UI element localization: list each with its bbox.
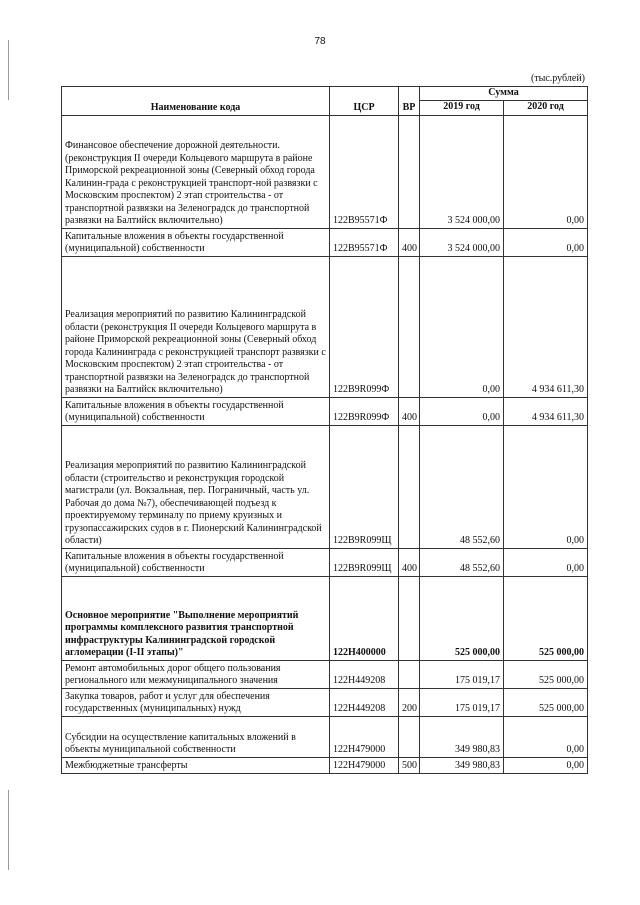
row-name: Капитальные вложения в объекты государственной (муниципальной) собственности — [62, 397, 330, 425]
row-vr — [399, 425, 420, 548]
row-sum-2020: 4 934 611,30 — [504, 397, 588, 425]
row-name: Межбюджетные трансферты — [62, 757, 330, 773]
row-sum-2020: 0,00 — [504, 548, 588, 576]
row-csr: 122H400000 — [330, 576, 399, 660]
header-sum: Сумма — [420, 87, 588, 101]
table-row — [62, 688, 588, 716]
row-sum-2020: 525 000,00 — [504, 660, 588, 688]
row-sum-2019: 0,00 — [420, 256, 504, 397]
table-row — [62, 256, 588, 397]
page-number: 78 — [314, 36, 326, 47]
row-sum-2019: 0,00 — [420, 397, 504, 425]
row-name: Субсидии на осуществление капитальных вложений в объекты муниципальной собственности — [62, 716, 330, 757]
budget-table — [61, 86, 588, 774]
row-csr: 122H449208 — [330, 688, 399, 716]
row-sum-2019: 48 552,60 — [420, 548, 504, 576]
row-vr: 200 — [399, 688, 420, 716]
row-csr: 122B95571Ф — [330, 228, 399, 256]
row-sum-2020: 0,00 — [504, 757, 588, 773]
row-csr: 122H479000 — [330, 716, 399, 757]
row-name: Капитальные вложения в объекты государственной (муниципальной) собственности — [62, 228, 330, 256]
header-name: Наименование кода — [62, 87, 330, 116]
row-sum-2019: 48 552,60 — [420, 425, 504, 548]
row-sum-2020: 525 000,00 — [504, 688, 588, 716]
row-sum-2020: 0,00 — [504, 115, 588, 228]
table-row — [62, 397, 588, 425]
row-csr: 122B9R099Ф — [330, 256, 399, 397]
table-row — [62, 660, 588, 688]
row-name: Закупка товаров, работ и услуг для обеспечения государственных (муниципальных) нужд — [62, 688, 330, 716]
table-row — [62, 757, 588, 773]
row-vr: 400 — [399, 228, 420, 256]
row-name: Основное мероприятие "Выполнение мероприятий программы комплексного развития транспортной инфраструктуры Калининградской городской агломерации (I-II этапы)" — [62, 576, 330, 660]
row-csr: 122B9R099Щ — [330, 548, 399, 576]
table-row — [62, 115, 588, 228]
row-sum-2019: 349 980,83 — [420, 757, 504, 773]
scan-edge-mark — [8, 790, 9, 870]
row-name: Финансовое обеспечение дорожной деятельности. (реконструкция II очереди Кольцевого маршрута в районе Приморской рекреационной зоны (Северный обход города Калинин-града с реконструкцией транспорт-ной развязки с Московским проспектом) 2 этап строительства - от транспортной развязки на Зеленоградск до транспортной развязки на Балтийск включительно) — [62, 115, 330, 228]
row-vr: 400 — [399, 548, 420, 576]
row-sum-2019: 349 980,83 — [420, 716, 504, 757]
row-vr — [399, 115, 420, 228]
row-csr: 122H479000 — [330, 757, 399, 773]
row-sum-2019: 3 524 000,00 — [420, 228, 504, 256]
table-body — [62, 115, 588, 773]
row-sum-2020: 0,00 — [504, 716, 588, 757]
row-name: Реализация мероприятий по развитию Калининградской области (реконструкция II очереди Кольцевого маршрута в районе Приморской рекреационной зоны (Северный обход города Калининграда с реконструкцией транспорт развязки с Московским проспектом) 2 этап строительства - от транспортной развязки на Зеленоградск до транспортной развязки на Балтийск включительно) — [62, 256, 330, 397]
row-sum-2019: 175 019,17 — [420, 688, 504, 716]
row-vr — [399, 660, 420, 688]
row-vr: 500 — [399, 757, 420, 773]
row-csr: 122B95571Ф — [330, 115, 399, 228]
table-row — [62, 228, 588, 256]
row-name: Капитальные вложения в объекты государственной (муниципальной) собственности — [62, 548, 330, 576]
row-sum-2020: 525 000,00 — [504, 576, 588, 660]
table-row — [62, 716, 588, 757]
header-csr: ЦСР — [330, 87, 399, 116]
row-sum-2020: 0,00 — [504, 228, 588, 256]
units-label: (тыс.рублей) — [530, 73, 585, 84]
scan-edge-mark — [8, 40, 9, 100]
row-csr: 122B9R099Ф — [330, 397, 399, 425]
row-sum-2019: 3 524 000,00 — [420, 115, 504, 228]
row-sum-2020: 0,00 — [504, 425, 588, 548]
header-2019: 2019 год — [420, 100, 504, 115]
row-vr — [399, 256, 420, 397]
table-row — [62, 576, 588, 660]
table-row — [62, 425, 588, 548]
row-name: Ремонт автомобильных дорог общего пользования регионального или межмуниципального значения — [62, 660, 330, 688]
row-sum-2019: 175 019,17 — [420, 660, 504, 688]
row-name: Реализация мероприятий по развитию Калининградской области (строительство и реконструкция городской магистрали (ул. Вокзальная, пер. Пограничный, часть ул. Рабочая до дома №7), обеспечивающей подъезд к проектируемому терминалу по приему круизных и грузопассажирских судов в г. Пионерский Калининградской области) — [62, 425, 330, 548]
header-2020: 2020 год — [504, 100, 588, 115]
row-sum-2019: 525 000,00 — [420, 576, 504, 660]
row-vr — [399, 716, 420, 757]
row-vr: 400 — [399, 397, 420, 425]
row-vr — [399, 576, 420, 660]
table-row — [62, 548, 588, 576]
header-vr: ВР — [399, 87, 420, 116]
row-csr: 122B9R099Щ — [330, 425, 399, 548]
row-sum-2020: 4 934 611,30 — [504, 256, 588, 397]
row-csr: 122H449208 — [330, 660, 399, 688]
